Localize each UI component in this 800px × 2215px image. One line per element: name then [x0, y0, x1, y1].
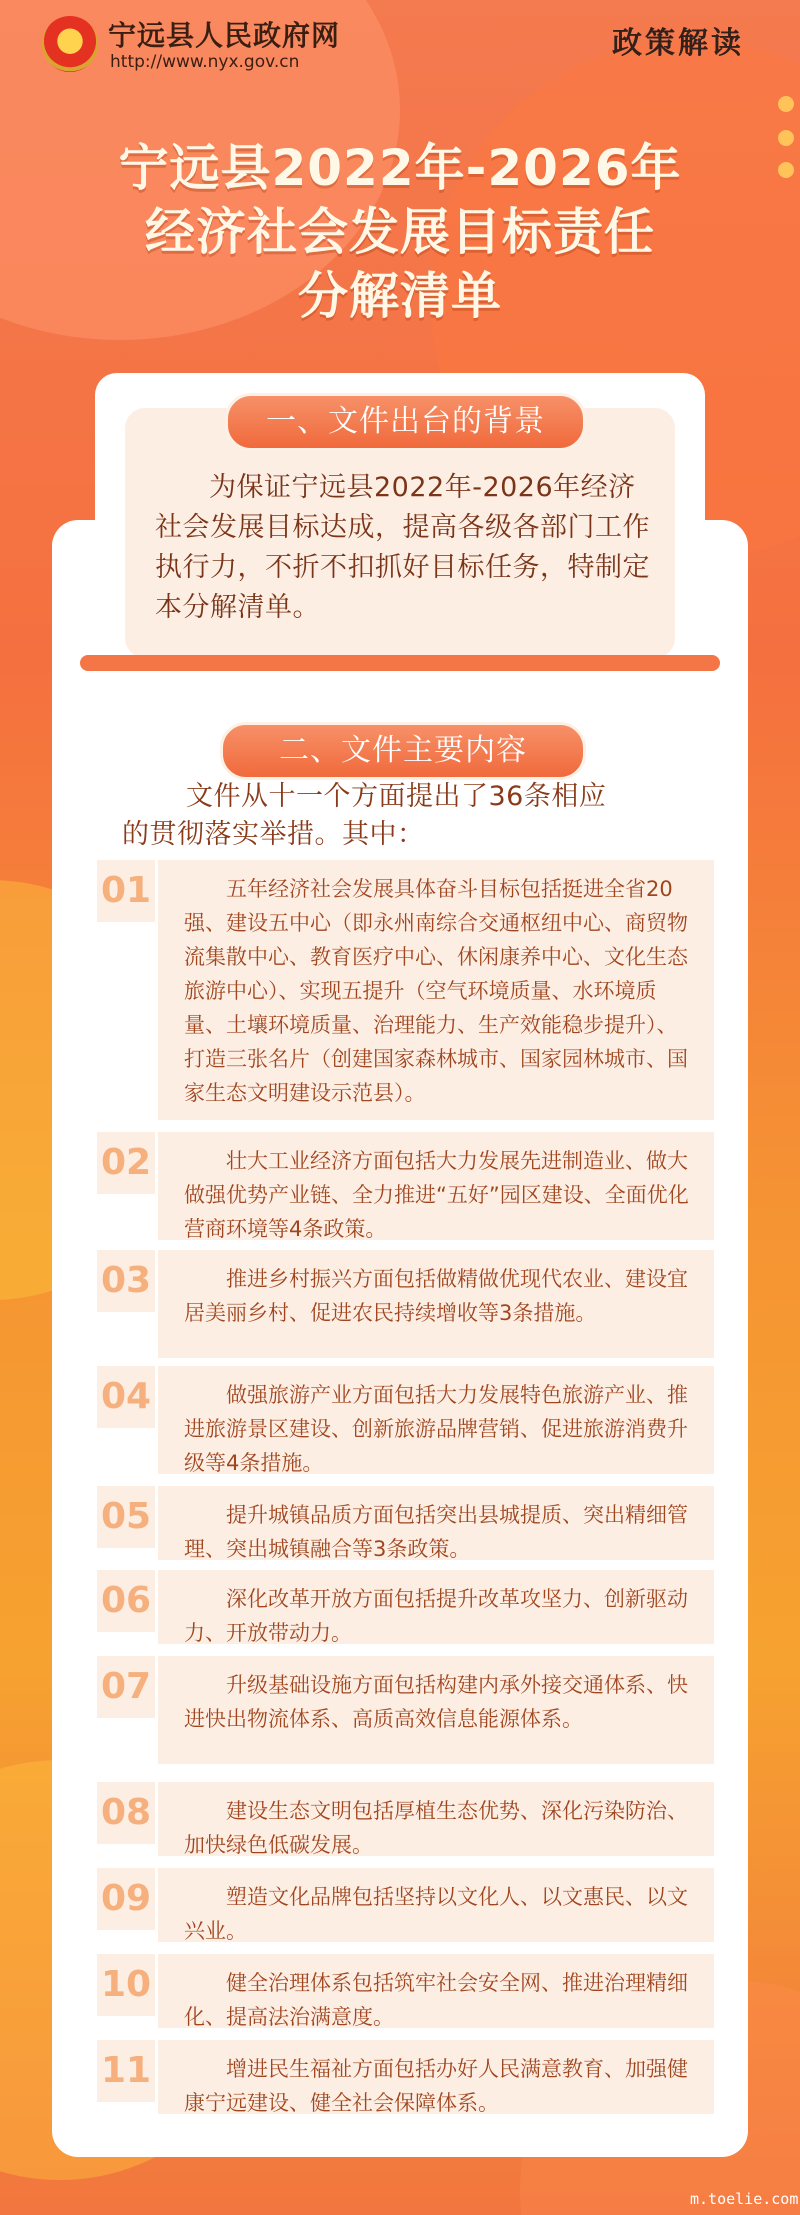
- item-number: 03: [97, 1250, 155, 1312]
- item-number: 06: [97, 1570, 155, 1632]
- list-item: [158, 860, 714, 1120]
- page-title: [60, 136, 740, 328]
- section-2-lead: [122, 778, 722, 854]
- item-number: 11: [97, 2040, 155, 2102]
- policy-interpretation-tag: 政策解读: [612, 26, 744, 61]
- list-item: [158, 1132, 714, 1240]
- item-number: 02: [97, 1132, 155, 1194]
- item-number: 04: [97, 1366, 155, 1428]
- item-text: 升级基础设施方面包括构建内承外接交通体系、快进快出物流体系、高质高效信息能源体系。: [184, 1673, 688, 1731]
- item-text: 壮大工业经济方面包括大力发展先进制造业、做大做强优势产业链、全力推进“五好”园区建设、全面优化营商环境等4条政策。: [184, 1149, 689, 1241]
- decor-dot: [778, 130, 794, 146]
- item-number: 05: [97, 1486, 155, 1548]
- item-number: 07: [97, 1656, 155, 1718]
- site-url[interactable]: http://www.nyx.gov.cn: [110, 52, 300, 72]
- list-item: [158, 1656, 714, 1764]
- list-item: [158, 1570, 714, 1644]
- site-name[interactable]: 宁远县人民政府网: [108, 19, 341, 52]
- item-text: 增进民生福祉方面包括办好人民满意教育、加强健康宁远建设、健全社会保障体系。: [184, 2057, 688, 2115]
- lead-line-1: 文件从十一个方面提出了36条相应: [186, 781, 607, 812]
- list-item: [158, 1782, 714, 1856]
- section-divider: [80, 655, 720, 671]
- item-number: 01: [97, 860, 155, 922]
- list-item: [158, 1868, 714, 1942]
- list-item: [158, 1954, 714, 2028]
- list-item: [158, 2040, 714, 2114]
- title-line-2: 经济社会发展目标责任: [145, 203, 655, 261]
- item-number: 10: [97, 1954, 155, 2016]
- section-2-heading: 二、文件主要内容: [220, 722, 586, 780]
- section-1-body: 为保证宁远县2022年-2026年经济社会发展目标达成，提高各级各部门工作执行力，不折不扣抓好目标任务，特制定本分解清单。: [155, 472, 650, 623]
- item-text: 提升城镇品质方面包括突出县城提质、突出精细管理、突出城镇融合等3条政策。: [184, 1503, 688, 1561]
- item-text: 健全治理体系包括筑牢社会安全网、推进治理精细化、提高法治满意度。: [184, 1971, 688, 2029]
- watermark: m.toelie.com: [690, 2190, 799, 2208]
- item-text: 推进乡村振兴方面包括做精做优现代农业、建设宜居美丽乡村、促进农民持续增收等3条措施。: [184, 1267, 688, 1325]
- item-text: 五年经济社会发展具体奋斗目标包括挺进全省20强、建设五中心（即永州南综合交通枢纽中心、商贸物流集散中心、教育医疗中心、休闲康养中心、文化生态旅游中心）、实现五提升（空气环境质量、水环境质量、土壤环境质量、治理能力、生产效能稳步提升）、打造三张名片（创建国家森林城市、国家园林城市、国家生态文明建设示范县）。: [184, 877, 688, 1105]
- national-emblem-icon: ★: [42, 16, 98, 72]
- item-text: 做强旅游产业方面包括大力发展特色旅游产业、推进旅游景区建设、创新旅游品牌营销、促进旅游消费升级等4条措施。: [184, 1383, 688, 1475]
- item-number: 09: [97, 1868, 155, 1930]
- list-item: [158, 1250, 714, 1358]
- item-text: 建设生态文明包括厚植生态优势、深化污染防治、加快绿色低碳发展。: [184, 1799, 688, 1857]
- item-text: 深化改革开放方面包括提升改革攻坚力、创新驱动力、开放带动力。: [184, 1587, 688, 1645]
- list-item: [158, 1366, 714, 1474]
- item-number: 08: [97, 1782, 155, 1844]
- decor-dot: [778, 96, 794, 112]
- section-1-heading: 一、文件出台的背景: [225, 393, 586, 451]
- list-item: [158, 1486, 714, 1560]
- item-text: 塑造文化品牌包括坚持以文化人、以文惠民、以文兴业。: [184, 1885, 688, 1943]
- title-line-1: 宁远县2022年-2026年: [118, 139, 682, 197]
- lead-line-2: 的贯彻落实举措。其中：: [122, 819, 425, 850]
- decor-dot: [778, 162, 794, 178]
- title-line-3: 分解清单: [298, 267, 502, 325]
